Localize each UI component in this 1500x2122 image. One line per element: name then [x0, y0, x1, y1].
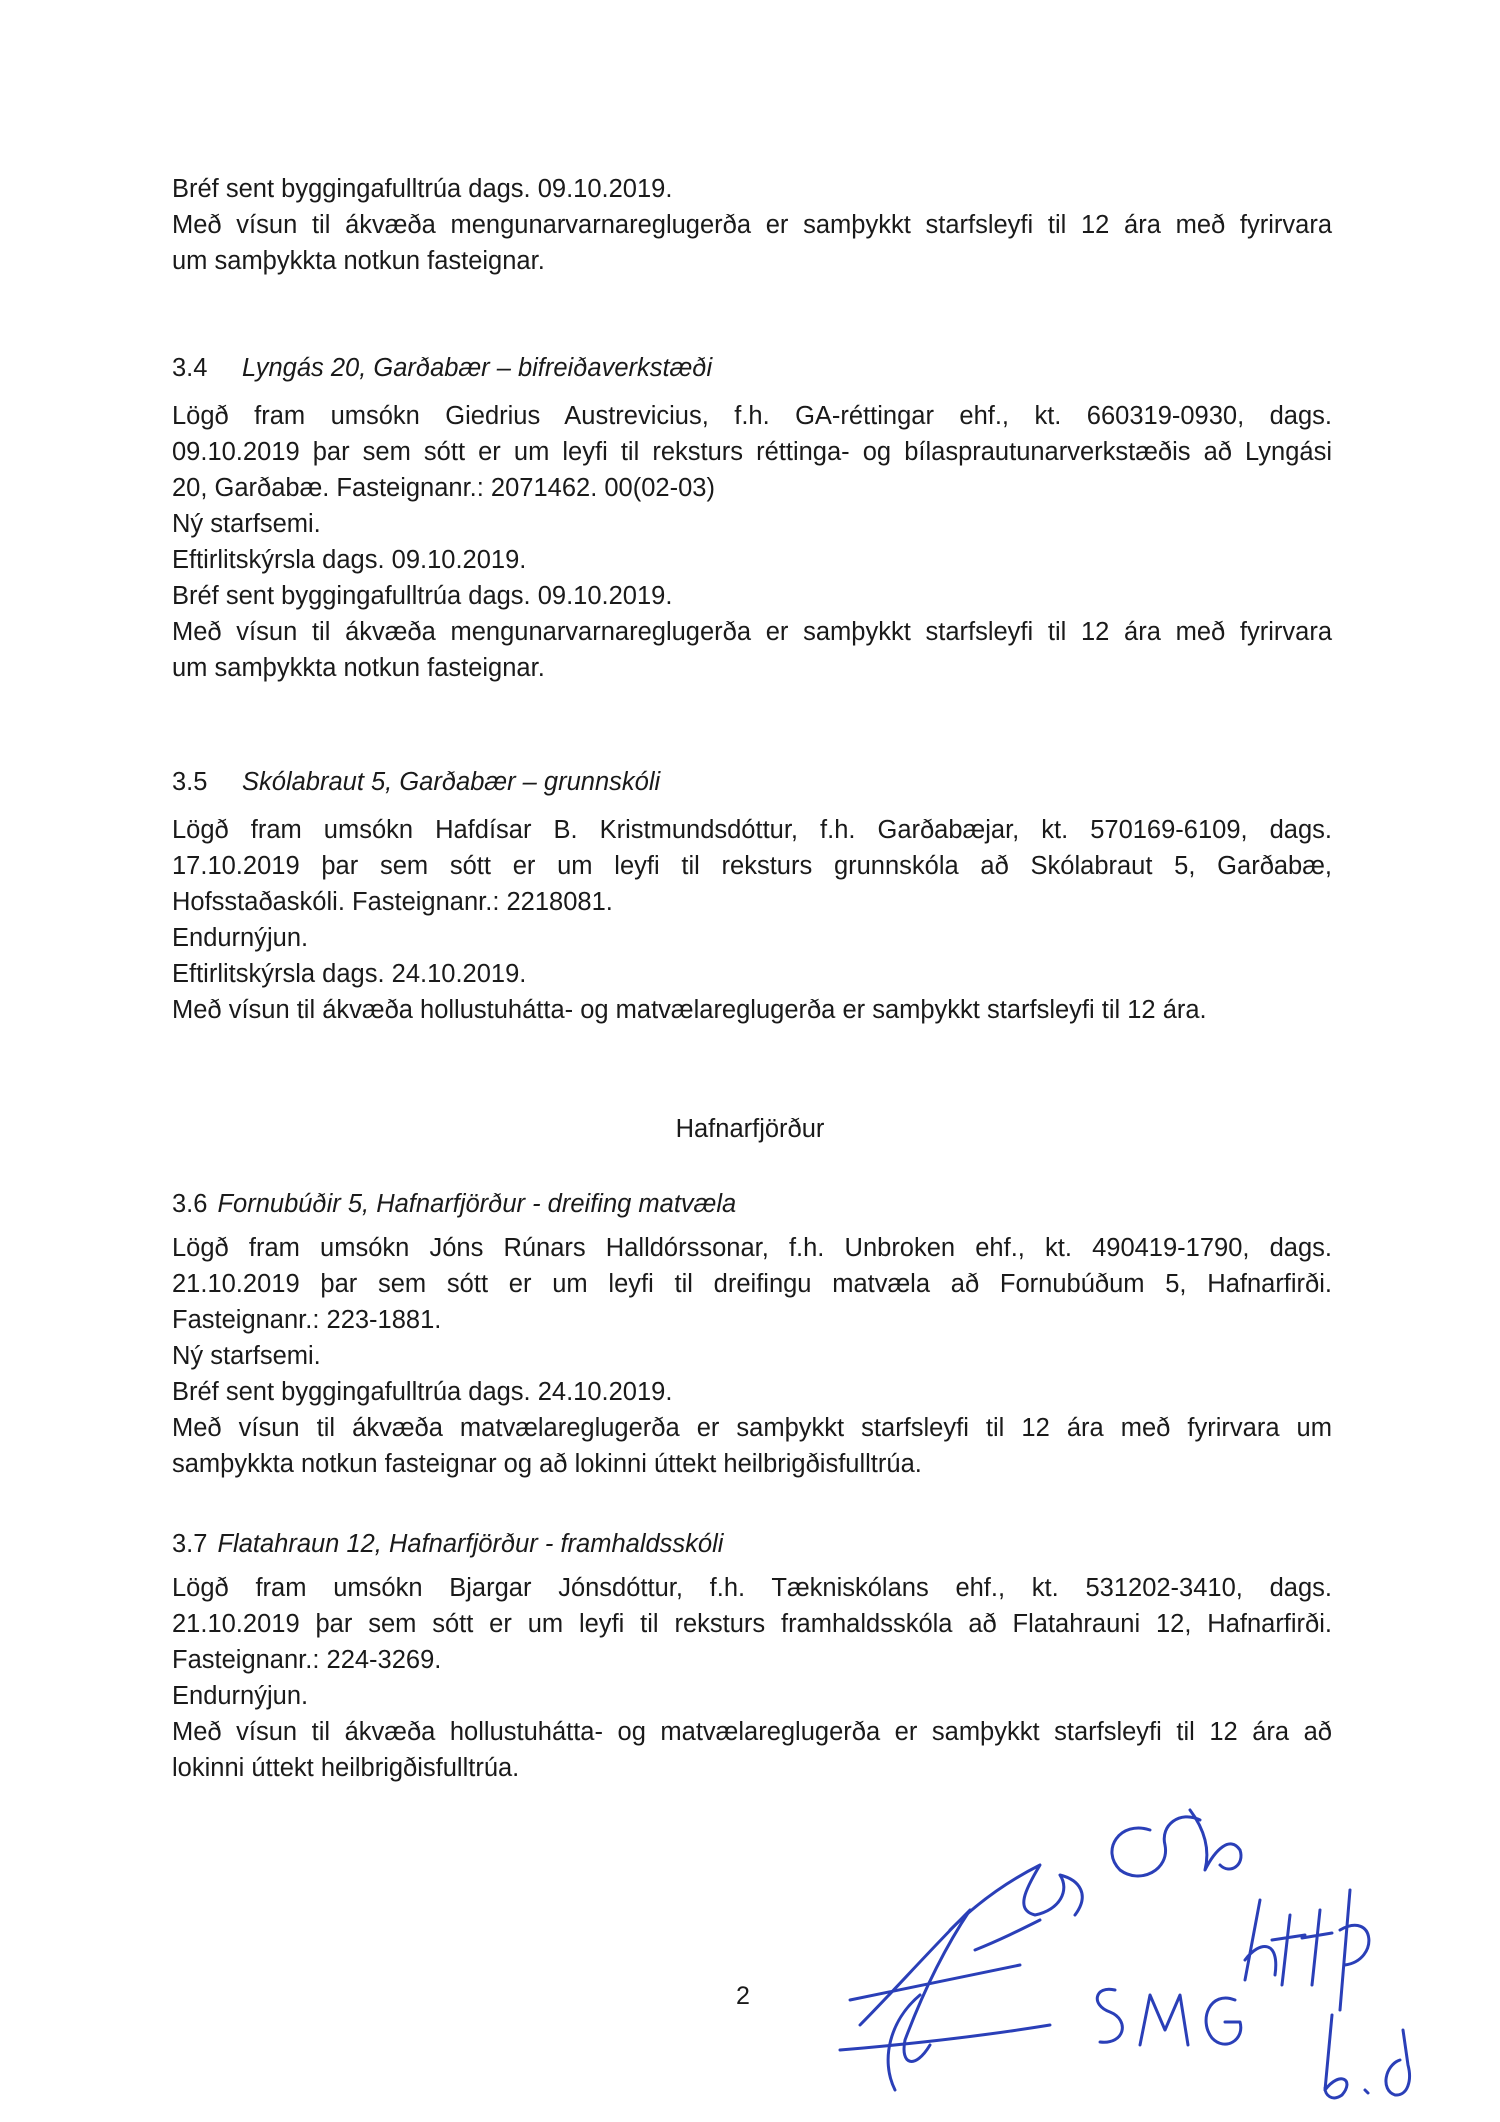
section-3-5-body — [172, 812, 1332, 1028]
section-3-5 — [172, 764, 1332, 800]
section-heading — [172, 350, 1332, 386]
section-number: 3.6 — [172, 1190, 208, 1218]
signature-stroke — [840, 2025, 1050, 2050]
signature-stroke — [1190, 1810, 1241, 1870]
signature-stroke — [1112, 1817, 1200, 1876]
signature-stroke — [1340, 1890, 1369, 2010]
text-line: Bréf sent byggingafulltrúa dags. 09.10.2019. — [172, 175, 673, 203]
text-line: samþykkta notkun fasteignar og að lokinni úttekt heilbrigðisfulltrúa. — [172, 1450, 922, 1478]
text-line: 20, Garðabæ. Fasteignanr.: 2071462. 00(02-03) — [172, 474, 715, 502]
section-3-4 — [172, 350, 1332, 386]
section-heading — [172, 1526, 1332, 1562]
text-line: Með vísun til ákvæða mengunarvarnareglugerða er samþykkt starfsleyfi til 12 ára með fyrirvara — [172, 211, 1332, 239]
signature-stroke — [1325, 2015, 1347, 2098]
text-line: Ný starfsemi. — [172, 510, 321, 538]
text-line: Með vísun til ákvæða hollustuhátta- og matvælareglugerða er samþykkt starfsleyfi til 12 ára. — [172, 996, 1207, 1024]
text-line: 17.10.2019 þar sem sótt er um leyfi til reksturs grunnskóla að Skólabraut 5, Garðabæ, — [172, 852, 1332, 880]
section-3-4-body — [172, 398, 1332, 686]
signature-stroke — [1206, 1998, 1241, 2044]
text-line: Bréf sent byggingafulltrúa dags. 09.10.2019. — [172, 582, 673, 610]
section-3-7-body — [172, 1570, 1332, 1786]
municipality-heading: Hafnarfjörður — [675, 1115, 825, 1143]
text-line: 21.10.2019 þar sem sótt er um leyfi til reksturs framhaldsskóla að Flatahrauni 12, Hafnarfirði. — [172, 1610, 1332, 1638]
text-line: Endurnýjun. — [172, 1682, 309, 1710]
signature-stroke — [1097, 1989, 1122, 2042]
text-line: Eftirlitskýrsla dags. 24.10.2019. — [172, 960, 527, 988]
text-line: um samþykkta notkun fasteignar. — [172, 654, 545, 682]
page-number: 2 — [736, 1982, 750, 2010]
signatures-image — [820, 1790, 1440, 2120]
text-line: Með vísun til ákvæða matvælareglugerða er samþykkt starfsleyfi til 12 ára með fyrirvara um — [172, 1414, 1332, 1442]
section-number: 3.4 — [172, 354, 208, 382]
text-line: Fasteignanr.: 223-1881. — [172, 1306, 442, 1334]
signature-stroke — [975, 1920, 1040, 1950]
intro-paragraph — [172, 171, 1332, 279]
text-line: um samþykkta notkun fasteignar. — [172, 247, 545, 275]
text-line: Eftirlitskýrsla dags. 09.10.2019. — [172, 546, 527, 574]
text-line: 09.10.2019 þar sem sótt er um leyfi til reksturs réttinga- og bílasprautunarverkstæðis að Lyngási — [172, 438, 1332, 466]
text-line: Hofsstaðaskóli. Fasteignanr.: 2218081. — [172, 888, 613, 916]
text-line: Endurnýjun. — [172, 924, 309, 952]
section-number: 3.5 — [172, 768, 208, 796]
text-line: Lögð fram umsókn Jóns Rúnars Halldórssonar, f.h. Unbroken ehf., kt. 490419-1790, dags. — [172, 1234, 1332, 1262]
signature-stroke — [1272, 1915, 1305, 1985]
section-3-7 — [172, 1526, 1332, 1562]
text-line: Með vísun til ákvæða hollustuhátta- og matvælareglugerða er samþykkt starfsleyfi til 12 ára að — [172, 1718, 1332, 1746]
text-line: 21.10.2019 þar sem sótt er um leyfi til dreifingu matvæla að Fornubúðum 5, Hafnarfirði. — [172, 1270, 1332, 1298]
section-3-6-body — [172, 1230, 1332, 1482]
section-title: Fornubúðir 5, Hafnarfjörður - dreifing matvæla — [217, 1190, 737, 1218]
text-line: lokinni úttekt heilbrigðisfulltrúa. — [172, 1754, 520, 1782]
text-line: Fasteignanr.: 224-3269. — [172, 1646, 442, 1674]
signature-stroke — [1140, 1995, 1188, 2045]
section-heading — [172, 764, 1332, 800]
signature-stroke — [1386, 2030, 1410, 2095]
section-title: Lyngás 20, Garðabær – bifreiðaverkstæði — [242, 354, 713, 382]
section-heading — [172, 1186, 1332, 1222]
signature-stroke — [1365, 2090, 1368, 2093]
text-line: Með vísun til ákvæða mengunarvarnareglugerða er samþykkt starfsleyfi til 12 ára með fyrirvara — [172, 618, 1332, 646]
text-line: Lögð fram umsókn Hafdísar B. Kristmundsdóttur, f.h. Garðabæjar, kt. 570169-6109, dags. — [172, 816, 1332, 844]
text-line: Ný starfsemi. — [172, 1342, 321, 1370]
signature-stroke — [1302, 1910, 1332, 1985]
section-3-6 — [172, 1186, 1332, 1222]
section-title: Skólabraut 5, Garðabær – grunnskóli — [242, 768, 661, 796]
section-number: 3.7 — [172, 1530, 208, 1558]
section-title: Flatahraun 12, Hafnarfjörður - framhaldsskóli — [217, 1530, 724, 1558]
text-line: Bréf sent byggingafulltrúa dags. 24.10.2019. — [172, 1378, 673, 1406]
text-line: Lögð fram umsókn Bjargar Jónsdóttur, f.h. Tækniskólans ehf., kt. 531202-3410, dags. — [172, 1574, 1332, 1602]
signature-stroke — [950, 1865, 1082, 1930]
text-line: Lögð fram umsókn Giedrius Austrevicius, f.h. GA-réttingar ehf., kt. 660319-0930, dags. — [172, 402, 1332, 430]
